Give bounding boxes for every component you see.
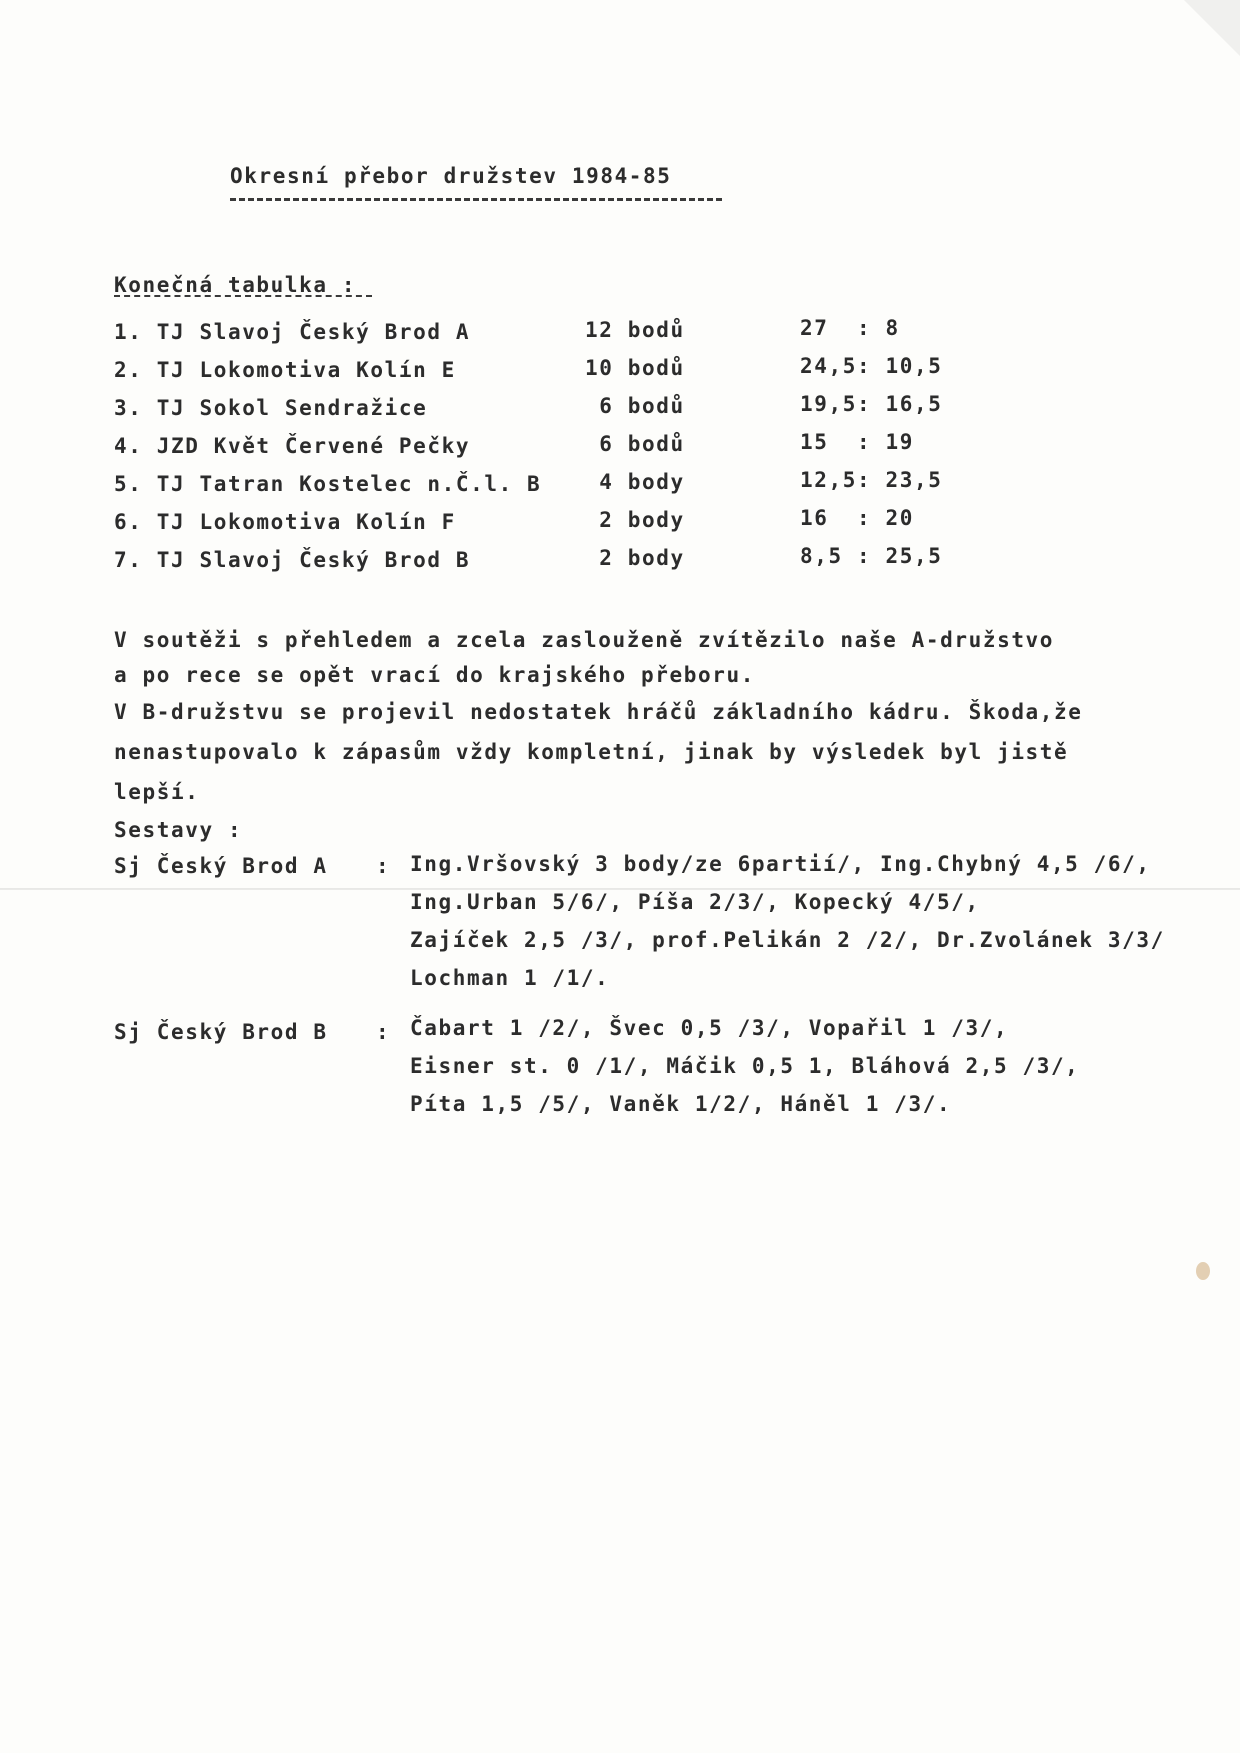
- paragraph-line: V B-družstvu se projevil nedostatek hráčů základního kádru. Škoda,že: [114, 700, 1083, 724]
- standings-points: 2 body: [585, 546, 685, 570]
- standings-team: 7. TJ Slavoj Český Brod B: [114, 548, 471, 572]
- paragraph-line: nenastupovalo k zápasům vždy kompletní, jinak by výsledek byl jistě: [114, 740, 1069, 764]
- lineup-team-label: Sj Český Brod A: [114, 854, 328, 878]
- lineup-players-line: Píta 1,5 /5/, Vaněk 1/2/, Háněl 1 /3/.: [410, 1092, 952, 1116]
- standings-score: 16 : 20: [800, 506, 914, 530]
- table-heading: Konečná tabulka :: [114, 273, 357, 297]
- standings-points: 6 bodů: [585, 432, 685, 456]
- lineup-players-line: Ing.Vršovský 3 body/ze 6partií/, Ing.Chybný 4,5 /6/,: [410, 852, 1151, 876]
- standings-team: 3. TJ Sokol Sendražice: [114, 396, 428, 420]
- standings-score: 19,5: 16,5: [800, 392, 943, 416]
- lineup-team-label: Sj Český Brod B: [114, 1020, 328, 1044]
- standings-team: 5. TJ Tatran Kostelec n.Č.l. B: [114, 472, 542, 496]
- lineup-players-line: Lochman 1 /1/.: [410, 966, 610, 990]
- document-title: Okresní přebor družstev 1984-85: [230, 164, 672, 188]
- standings-score: 8,5 : 25,5: [800, 544, 943, 568]
- standings-points: 12 bodů: [585, 318, 685, 342]
- lineups-heading: Sestavy :: [114, 818, 243, 842]
- paragraph-line: V soutěži s přehledem a zcela zaslouženě zvítězilo naše A-družstvo: [114, 628, 1055, 652]
- paragraph-line: lepší.: [114, 780, 200, 804]
- standings-points: 2 body: [585, 508, 685, 532]
- standings-team: 1. TJ Slavoj Český Brod A: [114, 320, 471, 344]
- folded-corner: [1184, 0, 1240, 56]
- lineup-colon: :: [376, 1020, 391, 1044]
- paper-stain: [1196, 1262, 1210, 1280]
- lineup-colon: :: [376, 854, 391, 878]
- paragraph-line: a po rece se opět vrací do krajského přeboru.: [114, 663, 755, 687]
- standings-team: 2. TJ Lokomotiva Kolín E: [114, 358, 456, 382]
- standings-score: 15 : 19: [800, 430, 914, 454]
- lineup-players-line: Ing.Urban 5/6/, Píša 2/3/, Kopecký 4/5/,: [410, 890, 980, 914]
- title-underline: [230, 198, 722, 201]
- standings-score: 24,5: 10,5: [800, 354, 943, 378]
- standings-score: 27 : 8: [800, 316, 900, 340]
- standings-points: 6 bodů: [585, 394, 685, 418]
- lineup-players-line: Zajíček 2,5 /3/, prof.Pelikán 2 /2/, Dr.Zvolánek 3/3/: [410, 928, 1165, 952]
- standings-team: 6. TJ Lokomotiva Kolín F: [114, 510, 456, 534]
- standings-points: 10 bodů: [585, 356, 685, 380]
- standings-points: 4 body: [585, 470, 685, 494]
- standings-score: 12,5: 23,5: [800, 468, 943, 492]
- table-heading-underline: [114, 295, 372, 297]
- standings-team: 4. JZD Květ Červené Pečky: [114, 434, 471, 458]
- lineup-players-line: Čabart 1 /2/, Švec 0,5 /3/, Vopařil 1 /3/,: [410, 1016, 1009, 1040]
- lineup-players-line: Eisner st. 0 /1/, Máčik 0,5 1, Bláhová 2,5 /3/,: [410, 1054, 1080, 1078]
